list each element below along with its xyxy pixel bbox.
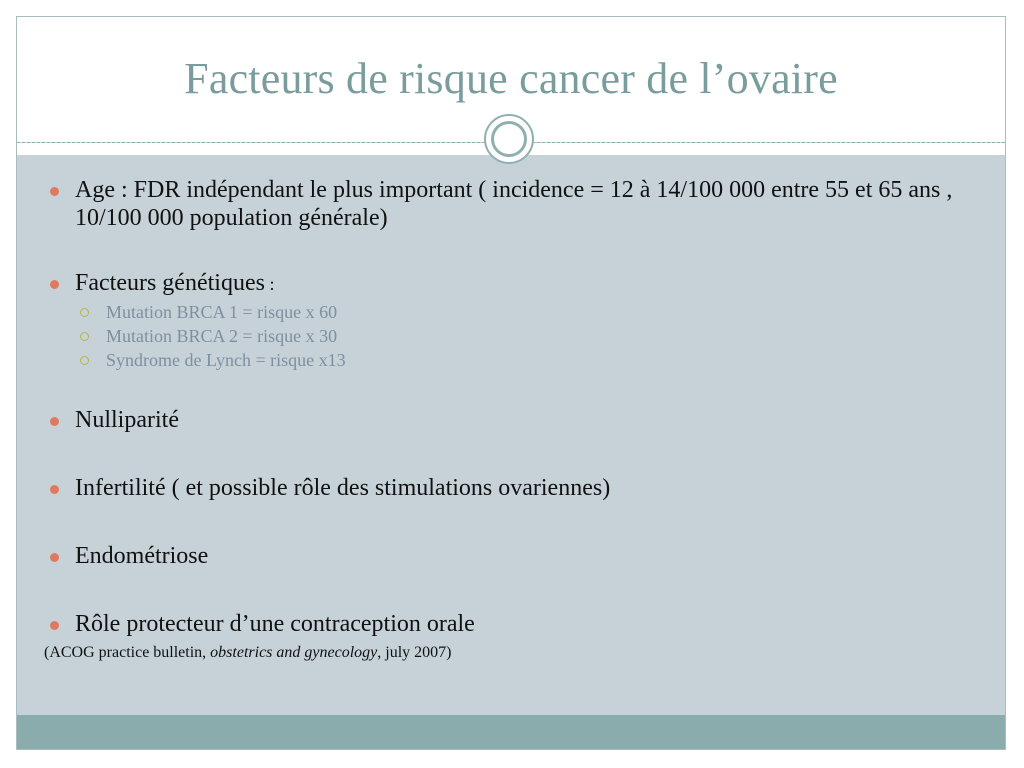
bullet-text: Rôle protecteur d’une contraception orale <box>75 611 475 637</box>
sub-item-text: Mutation BRCA 2 = risque x 30 <box>106 326 338 346</box>
bullet-dot-icon <box>50 621 59 630</box>
bullet-genetic-factors <box>47 269 987 298</box>
slide-title: Facteurs de risque cancer de l’ovaire <box>184 54 838 103</box>
footer-band <box>17 715 1005 749</box>
bullet-text: Age : FDR indépendant le plus important ( incidence = 12 à 14/100 000 entre 55 et 65 ans , 10/100 000 population générale) <box>75 177 953 231</box>
genetic-sub-list <box>77 300 987 372</box>
circle-emblem-inner-icon <box>491 121 527 157</box>
citation-journal: obstetrics and gynecology <box>210 644 378 661</box>
sub-item-brca1 <box>77 300 987 324</box>
sub-bullet-ring-icon <box>80 356 89 365</box>
bullet-oral-contraception <box>47 610 987 638</box>
bullet-text: Facteurs génétiques <box>75 270 265 296</box>
sub-bullet-ring-icon <box>80 332 89 341</box>
sub-item-lynch <box>77 348 987 372</box>
bullet-age <box>47 176 987 232</box>
bullet-text: Nulliparité <box>75 407 179 433</box>
slide <box>16 16 1006 750</box>
bullet-dot-icon <box>50 417 59 426</box>
bullet-nulliparity <box>47 406 987 434</box>
bullet-dot-icon <box>50 553 59 562</box>
bullet-text: Infertilité ( et possible rôle des stimulations ovariennes) <box>75 475 611 501</box>
bullet-text-suffix: : <box>264 274 275 294</box>
citation-suffix: , july 2007) <box>377 644 452 661</box>
bullet-dot-icon <box>50 280 59 289</box>
slide-body <box>44 174 987 663</box>
citation-prefix: (ACOG practice bulletin, <box>44 644 211 661</box>
bullet-endometriosis <box>47 542 987 570</box>
bullet-dot-icon <box>50 187 59 196</box>
sub-item-brca2 <box>77 324 987 348</box>
bullet-text: Endométriose <box>75 543 209 569</box>
sub-item-text: Mutation BRCA 1 = risque x 60 <box>106 302 338 322</box>
bullet-dot-icon <box>50 485 59 494</box>
citation <box>44 643 987 663</box>
sub-item-text: Syndrome de Lynch = risque x13 <box>106 350 346 370</box>
sub-bullet-ring-icon <box>80 308 89 317</box>
bullet-infertility <box>47 474 987 502</box>
circle-emblem-icon <box>484 114 534 164</box>
